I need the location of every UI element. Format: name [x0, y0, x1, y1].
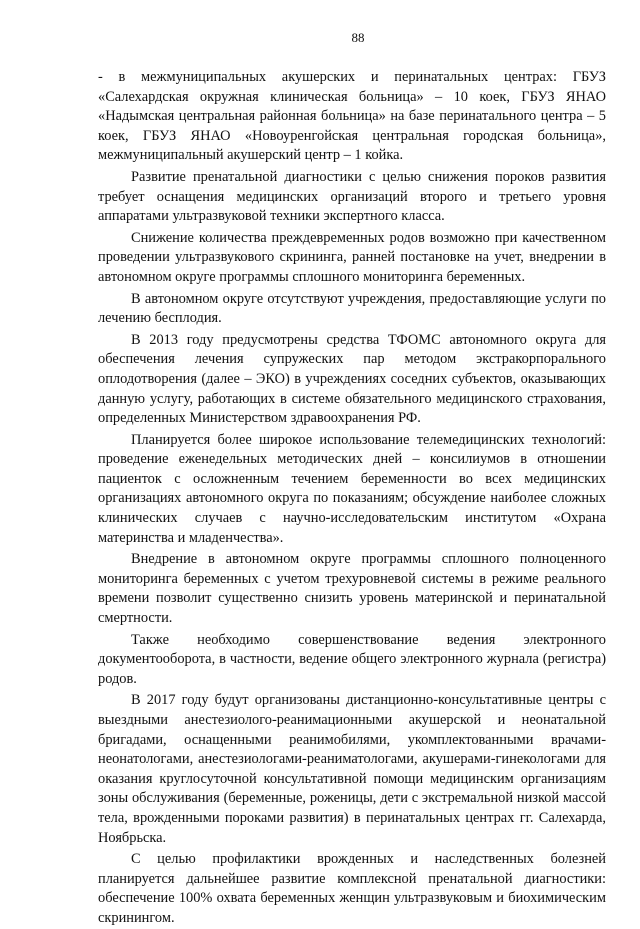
- paragraph-monitoring: Внедрение в автономном округе программы сплошного полноценного мониторинга беременных с учетом трехуровневой системы в режиме реального времени позволит существенно снизить уровень материнской и перинатальной смертности.: [98, 551, 606, 627]
- paragraph-premature-births: Снижение количества преждевременных родов возможно при качественном проведении ультразвукового скрининга, ранней постановке на учет, внедрении в автономном округе программы сплошного мониторинга беременных.: [98, 229, 606, 285]
- paragraph-prenatal-diagnostics: Развитие пренатальной диагностики с целью снижения пороков развития требует оснащения медицинских организаций второго и третьего уровня аппаратами ультразвуковой техники экспертного класса.: [98, 168, 606, 225]
- paragraph-infertility: В автономном округе отсутствуют учреждения, предоставляющие услуги по лечению бесплодия.: [98, 290, 606, 327]
- paragraph-document-flow: Также необходимо совершенствование ведения электронного документооборота, в частности, ведение общего электронного журнала (регистра) родов.: [98, 631, 606, 687]
- paragraph-eco-funding: В 2013 году предусмотрены средства ТФОМС автономного округа для обеспечения лечения супружеских пар методом экстракорпорального оплодотворения (далее – ЭКО) в учреждениях соседних субъектов, оказывающих данную услугу, работающих в системе обязательного медицинского страхования, определенных Министерством здравоохранения РФ.: [98, 331, 606, 427]
- paragraph-prevention: С целью профилактики врожденных и наследственных болезней планируется дальнейшее развитие комплексной пренатальной диагностики: обеспечение 100% охвата беременных женщин ультразвуковым и биохимическим скринингом.: [98, 851, 606, 926]
- paragraph-remote-centers: В 2017 году будут организованы дистанционно-консультативные центры с выездными анестезиолого-реанимационными акушерской и неонатальной бригадами, оснащенными реанимобилями, укомплектованными врачами-неонатологами, анестезиологами-реаниматологами, акушерами-гинекологами для оказания круглосуточной консультативной помощи медицинским организациям зоны обслуживания (беременные, роженицы, дети с экстремальной низкой массой тела, врожденными пороками развития) в перинатальных центрах гг. Салехарда, Ноябрьска.: [98, 692, 606, 846]
- paragraph-interdistrict-centers: - в межмуниципальных акушерских и перинатальных центрах: ГБУЗ «Салехардская окружная клиническая больница» – 10 коек, ГБУЗ ЯНАО «Надымская центральная районная больница» на базе перинатального центра – 5 коек, ГБУЗ ЯНАО «Новоуренгойская центральная городская больница», межмуниципальный акушерский центр – 1 койка.: [98, 69, 606, 164]
- paragraph-telemedicine: Планируется более широкое использование телемедицинских технологий: проведение еженедельных методических дней – консилиумов в отношении пациенток с осложненным течением беременности во всех медицинских организациях автономного округа по показаниям; обсуждение наиболее сложных клинических случаев с научно-исследовательским институтом «Охрана материнства и младенчества».: [98, 431, 606, 546]
- page-number: 88: [351, 30, 365, 45]
